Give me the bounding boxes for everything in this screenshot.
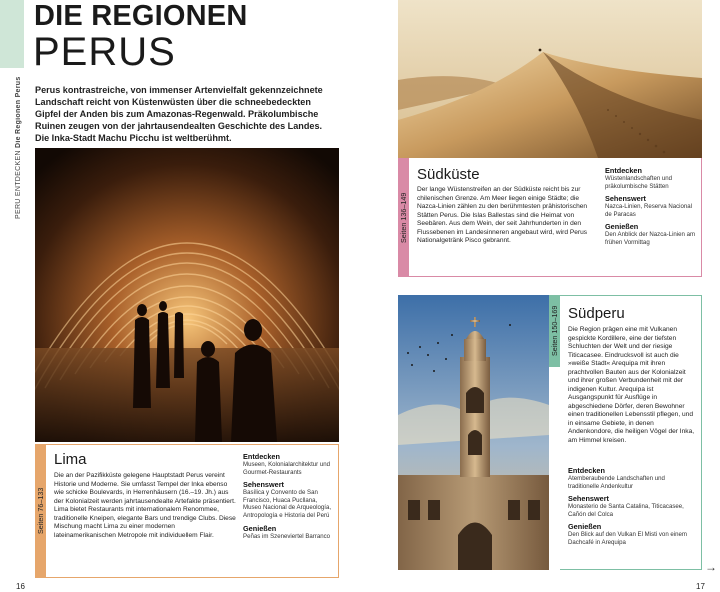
page-title-line1: DIE REGIONEN	[34, 0, 248, 32]
suedkueste-sehenswert-heading: Sehenswert	[605, 194, 646, 204]
suedperu-entdecken-text: Atemberaubende Landschaften und traditionelle Andenkultur	[568, 475, 665, 490]
suedperu-geniessen-text: Den Blick auf den Vulkan El Misti von einem Dachcafé in Arequipa	[568, 531, 687, 546]
suedperu-sehenswert-text: Monasterio de Santa Catalina, Titicacasee, Cañón del Colca	[568, 503, 684, 518]
cathedral-photo-illustration	[398, 295, 549, 570]
lima-geniessen-text: Peñas im Szeneviertel Barranco	[243, 532, 331, 540]
suedperu-sehenswert-heading: Sehenswert	[568, 494, 609, 504]
suedkueste-entdecken-text: Wüstenlandschaften und präkolumbische Stätten	[605, 175, 673, 190]
suedkueste-facts	[605, 167, 699, 247]
suedkueste-tab	[398, 158, 409, 277]
suedperu-facts	[568, 467, 696, 547]
lima-description: Die an der Pazifikküste gelegene Hauptstadt Perus vereint Historie und Moderne. Sie umfasst Tempel der Inka ebenso wie schicke Boulevards, in Herrenhäusern (16.–19. Jh.) aus der Kolonialzeit werden jahrtausendealte Artefakte präsentiert. Lima bietet Restaurants mit internationalem Renommee, traditionelle Kneipen, elegante Bars und trendige Clubs. Diese Mischung macht Lima zu einer modernen lateinamerikanischen Metropole mit individuellem Flair.	[54, 472, 236, 539]
intro-text: Perus kontrastreiche, von immenser Artenvielfalt gekennzeichnete Landschaft reicht von Küstenwüsten über die schneebedeckten Gipfel der Anden bis zum Amazonas-Regenwald. Präkolumbische Ruinen zeugen von der jahrtausendealten Geschichte des Landes. Die Inka-Stadt Machu Picchu ist weltberühmt.	[35, 85, 323, 143]
suedperu-cathedral-photo	[398, 295, 549, 570]
suedperu-card	[560, 295, 702, 570]
lima-sehenswert-heading: Sehenswert	[243, 480, 284, 490]
lima-photo-illustration	[35, 148, 339, 442]
suedkueste-geniessen-heading: Genießen	[605, 222, 639, 232]
suedkueste-card	[409, 158, 702, 277]
title-accent-bar	[0, 0, 24, 68]
suedperu-page-range: Seiten 150–169	[550, 305, 559, 357]
lima-tab	[35, 444, 46, 578]
side-label-main: Die Regionen Perus	[15, 76, 22, 148]
lima-card	[46, 444, 339, 578]
suedkueste-entdecken-heading: Entdecken	[605, 166, 642, 175]
suedkueste-geniessen-text: Den Anblick der Nazca-Linien am frühen Vormittag	[605, 231, 696, 246]
page-title-line2: PERUS	[33, 30, 176, 74]
suedkueste-page-range: Seiten 136–149	[399, 192, 408, 243]
lima-geniessen-heading: Genießen	[243, 523, 277, 533]
lima-region-name: Lima	[54, 451, 87, 468]
suedperu-region-name: Südperu	[568, 305, 625, 322]
desert-photo-illustration	[398, 0, 702, 158]
suedkueste-description: Der lange Wüstenstreifen an der Südküste reicht bis zur chilenischen Grenze. Am Meer liegen einige Städte; die Nazca-Linien zählen zu den berühmtesten prähistorischen Stätten Perus. Die Islas Ballestas sind die Heimat von Seebären. Aus dem Wein, der seit Jahrhunderten in den Flussebenen im Landesinneren angebaut wird, wird Perus Nationalgetränk Pisco gebrannt.	[417, 186, 588, 244]
page-number-right: 17	[696, 582, 705, 591]
lima-fountain-photo	[35, 148, 339, 442]
suedperu-geniessen-heading: Genießen	[568, 522, 602, 532]
suedkueste-sehenswert-text: Nazca-Linien, Reserva Nacional de Paracas	[605, 203, 693, 218]
side-label-prefix: PERU ENTDECKEN	[15, 149, 22, 219]
suedperu-entdecken-heading: Entdecken	[568, 466, 605, 475]
side-section-label	[15, 76, 22, 219]
suedkueste-desert-photo	[398, 0, 702, 158]
next-page-arrow-icon[interactable]: →	[705, 560, 717, 574]
page-number-left: 16	[16, 582, 25, 591]
suedperu-description: Die Region prägen eine mit Vulkanen gespickte Kordillere, eine der tiefsten Schluchten der Welt und der riesige Titicacasee. Eindrucksvoll ist auch die »weiße Stadt« Arequipa mit ihren prachtvollen Bauten aus der Kolonialzeit und ihrer großen Verbundenheit mit der indigenen Kultur. Arequipa ist Ausgangspunkt für Ausflüge in abgeschiedene Dörfer, deren Bewohner einen traditionellen Lebensstil pflegen, und in einsame Gebiete, in denen Andenkondore, die heiligen Vögel der Inka, am Himmel kreisen.	[568, 326, 695, 444]
lima-facts	[243, 453, 335, 540]
lima-entdecken-heading: Entdecken	[243, 452, 280, 461]
suedperu-tab	[549, 295, 560, 367]
suedkueste-region-name: Südküste	[417, 166, 480, 183]
lima-page-range: Seiten 76–133	[36, 487, 45, 535]
lima-sehenswert-text: Basílica y Convento de San Francisco, Huaca Pucllana, Museo Nacional de Arqueología, Antropología e Historia del Perú	[243, 489, 332, 519]
lima-entdecken-text: Museen, Kolonialarchitektur und Gourmet-Restaurants	[243, 461, 331, 476]
